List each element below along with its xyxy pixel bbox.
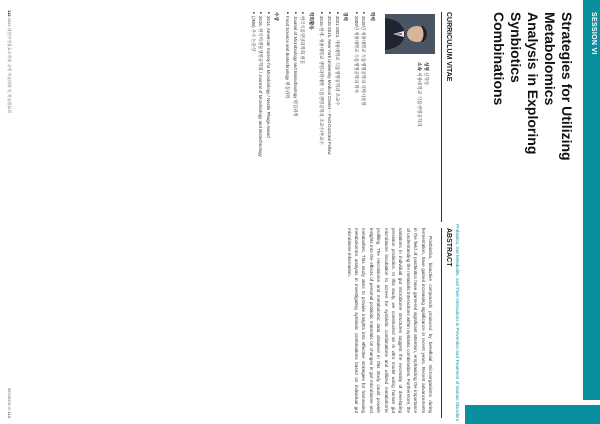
- name-label: 성명: [424, 62, 429, 71]
- abstract-heading: ABSTRACT: [445, 228, 452, 267]
- speaker-photo: [385, 14, 435, 54]
- session-tab: [583, 0, 600, 400]
- education-item: ■ 2009년 세종대학교 식품생명공학과 학사: [352, 12, 360, 217]
- activities-title: 학회활동: [308, 12, 314, 30]
- activities-section: [283, 12, 313, 217]
- running-header-text: Probiotics, Gut Metabolite, and Their Interactions in Prevention and Treatment of Various Disorders: [455, 224, 460, 421]
- awards-section: [249, 12, 279, 217]
- award-item: ■ 2014. American Society for Microbiology / Nestle Phage Award: [264, 12, 272, 217]
- awards-title: 수상: [274, 12, 280, 21]
- cv-divider: [441, 12, 442, 222]
- career-section: [318, 12, 348, 217]
- talk-title: [490, 12, 575, 162]
- abstract-body: [345, 228, 434, 413]
- cv-details: [245, 12, 375, 217]
- speaker-info: [416, 62, 430, 212]
- speaker-affiliation: 세종대학교 식품생명공학과: [417, 72, 422, 127]
- education-section: [352, 12, 375, 217]
- activity-item: ■ Journal of Microbiology and Biotechnology 편집위원: [291, 12, 299, 217]
- footer-right: [7, 300, 12, 418]
- award-item: ■ (JMB) 우수 논문상: [249, 12, 257, 217]
- career-title: 경력: [343, 12, 349, 21]
- speaker-name: 신학동: [424, 72, 429, 86]
- name-row: [423, 62, 430, 212]
- footer-left: [6, 10, 12, 230]
- session-label: SESSION VI: [590, 12, 597, 55]
- career-item: ■ 2016-현재. 세종대학교 생명과학대학 식품생명공학과 조교수/부교수: [318, 12, 326, 217]
- career-item: ■ 2021-2024. 세종대학교 식품생명공학과 조교수: [333, 12, 341, 217]
- affiliation-row: [416, 62, 423, 212]
- title-line: Combinations: [491, 12, 507, 106]
- footer-right-text: SESSION VI: [7, 387, 12, 411]
- abstract-divider: [441, 228, 442, 418]
- education-title: 학력: [370, 12, 375, 21]
- award-item: ■ 2016. 한국미생물생명공학회 / Journal of Microbiology and Biotechnology: [257, 12, 265, 217]
- education-item: ■ 2015년 세종대학교 식품생명공학과 석박사통합: [360, 12, 368, 217]
- cv-heading: CURRICULUM VITAE: [445, 12, 452, 82]
- page-number-left: 112: [7, 10, 12, 17]
- activity-item: ■ 한국식품영양과학회 편집: [299, 12, 307, 217]
- running-header-band: [465, 405, 600, 424]
- abstract-paragraph: Postbiotics, bioactive compounds produced by beneficial microorganisms during fermentation, have gained increasing significance in recent years. Recent advancements in the field of postbiotics have garnered significant attention, emphasizing the importance of understanding the metabolic interactions within synbiotic combinations. Furthermore, the variations in individual gut microbiome structures suggest the necessity of developing precision probiotics. In this study, we constructed an in vitro model using human gut microbiome incubation to screen for synbiotic combinations and utilized metabolomic profiling. The microbiome and metabolomic data obtained in this study could provide insights into the effects of personal probiotic materials on changes in gut microbiome and metabolites. This study aims to provide insights into effective strategies for harnessing metabolomics analysis in investigating synbiotic combinations based on individual gut microbiome information.: [346, 228, 433, 413]
- career-item: ■ 2015-2016. New York University Medical Center – Post-Doctoral Fellow: [325, 12, 333, 217]
- title-line: Strategies for Utilizing Metabolomics: [542, 12, 575, 161]
- title-line: Analysis in Exploring Synbiotics: [508, 12, 541, 155]
- affiliation-label: 소속: [417, 62, 422, 71]
- page-number-right: 113: [7, 411, 12, 418]
- activity-item: ■ Food Science and Biotechnology 편집위원: [283, 12, 291, 217]
- footer-left-text: 2023 대한미생물효소학회 국제 학술대회 및 학술발표회: [7, 17, 12, 114]
